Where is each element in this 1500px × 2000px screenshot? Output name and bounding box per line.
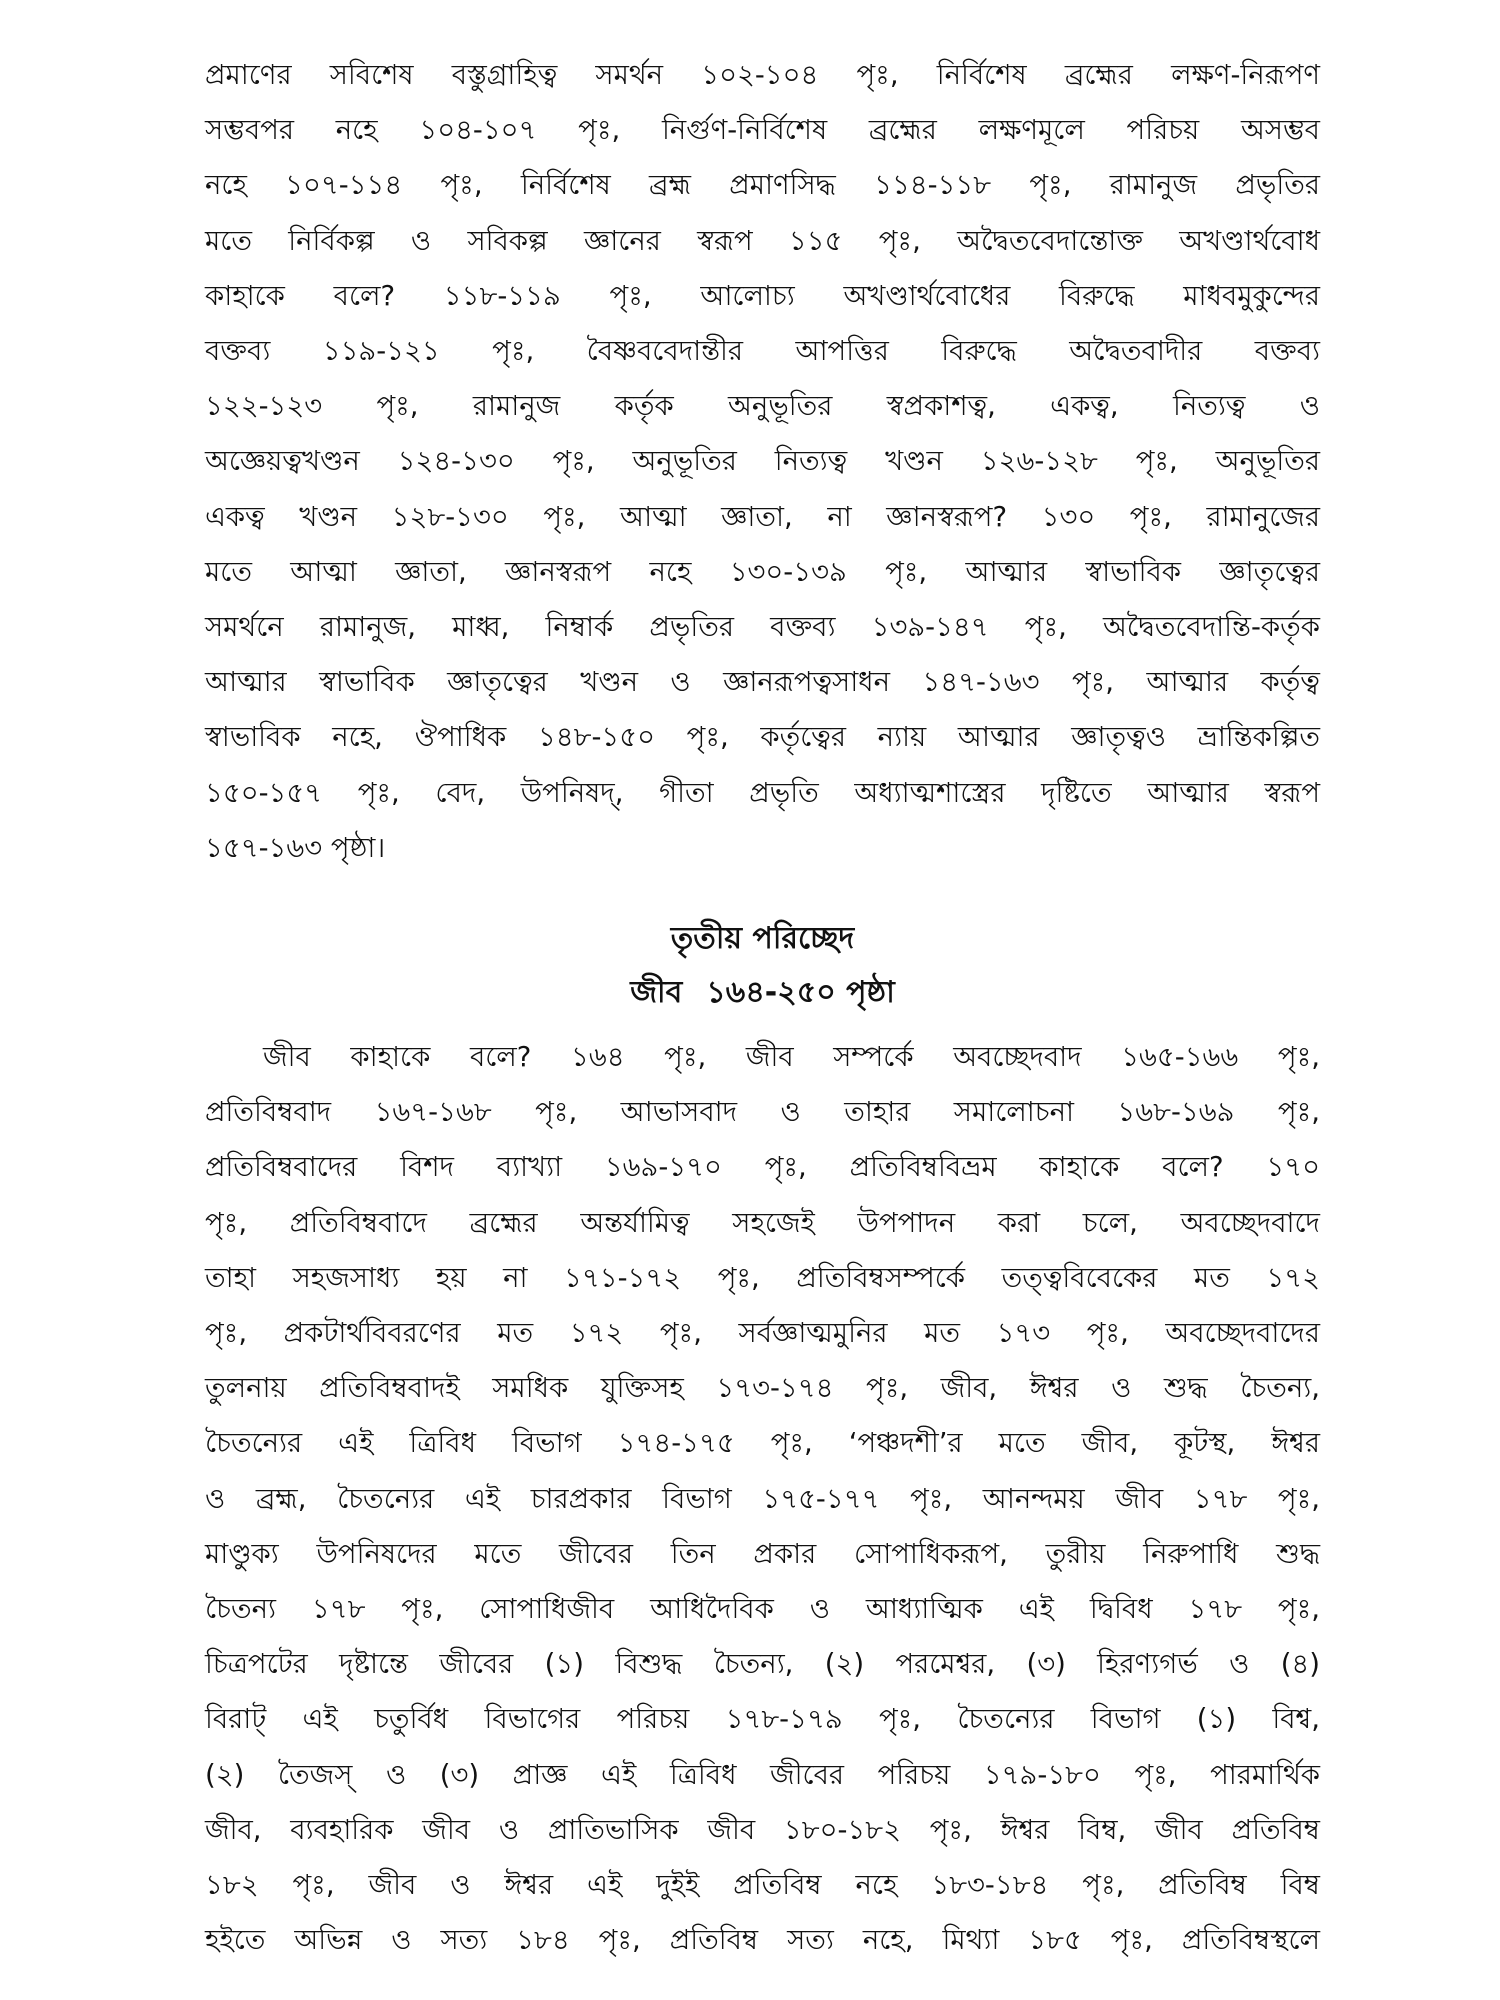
text-line: সমর্থনে রামানুজ, মাধ্ব, নিম্বার্ক প্রভৃতির বক্তব্য ১৩৯-১৪৭ পৃঃ, অদ্বৈতবেদান্তি-কর্তৃক xyxy=(205,611,1320,644)
text-line: তাহা সহজসাধ্য হয় না ১৭১-১৭২ পৃঃ, প্রতিবিম্বসম্পর্কে তত্ত্ববিবেকের মত ১৭২ xyxy=(205,1261,1320,1294)
section-continuation-paragraph xyxy=(205,48,1320,876)
text-line: ও ব্রহ্ম, চৈতন্যের এই চারপ্রকার বিভাগ ১৭৫-১৭৭ পৃঃ, আনন্দময় জীব ১৭৮ পৃঃ, xyxy=(205,1482,1320,1515)
text-line: প্রতিবিম্ববাদের বিশদ ব্যাখ্যা ১৬৯-১৭০ পৃঃ, প্রতিবিম্ববিভ্রম কাহাকে বলে? ১৭০ xyxy=(205,1151,1320,1184)
text-line: অজ্ঞেয়ত্বখণ্ডন ১২৪-১৩০ পৃঃ, অনুভূতির নিত্যত্ব খণ্ডন ১২৬-১২৮ পৃঃ, অনুভূতির xyxy=(205,445,1320,478)
text-line: সম্ভবপর নহে ১০৪-১০৭ পৃঃ, নির্গুণ-নির্বিশেষ ব্রহ্মের লক্ষণমূলে পরিচয় অসম্ভব xyxy=(205,114,1320,147)
text-line: তুলনায় প্রতিবিম্ববাদই সমধিক যুক্তিসহ ১৭৩-১৭৪ পৃঃ, জীব, ঈশ্বর ও শুদ্ধ চৈতন্য, xyxy=(205,1372,1320,1405)
text-line: জীব কাহাকে বলে? ১৬৪ পৃঃ, জীব সম্পর্কে অবচ্ছেদবাদ ১৬৫-১৬৬ পৃঃ, xyxy=(263,1041,1320,1074)
text-line: ১৫৭-১৬৩ পৃষ্ঠা। xyxy=(205,831,386,864)
text-line: (২) তৈজস্ ও (৩) প্রাজ্ঞ এই ত্রিবিধ জীবের পরিচয় ১৭৯-১৮০ পৃঃ, পারমার্থিক xyxy=(205,1758,1320,1791)
text-line: মতে আত্মা জ্ঞাতা, জ্ঞানস্বরূপ নহে ১৩০-১৩৯ পৃঃ, আত্মার স্বাভাবিক জ্ঞাতৃত্বের xyxy=(205,555,1320,588)
text-line: চৈতন্যের এই ত্রিবিধ বিভাগ ১৭৪-১৭৫ পৃঃ, ‘পঞ্চদশী’র মতে জীব, কূটস্থ, ঈশ্বর xyxy=(205,1427,1320,1460)
text-line: চিত্রপটের দৃষ্টান্তে জীবের (১) বিশুদ্ধ চৈতন্য, (২) পরমেশ্বর, (৩) হিরণ্যগর্ভ ও (৪) xyxy=(205,1648,1320,1681)
chapter-subject: জীব xyxy=(630,975,683,1011)
text-line: ১২২-১২৩ পৃঃ, রামানুজ কর্তৃক অনুভূতির স্বপ্রকাশত্ব, একত্ব, নিত্যত্ব ও xyxy=(205,390,1320,423)
text-line: পৃঃ, প্রকটার্থবিবরণের মত ১৭২ পৃঃ, সর্বজ্ঞাত্মমুনির মত ১৭৩ পৃঃ, অবচ্ছেদবাদের xyxy=(205,1317,1320,1350)
chapter-page-range: ১৬৪-২৫০ পৃষ্ঠা xyxy=(706,975,895,1011)
text-line: বক্তব্য ১১৯-১২১ পৃঃ, বৈষ্ণববেদান্তীর আপত্তির বিরুদ্ধে অদ্বৈতবাদীর বক্তব্য xyxy=(205,335,1320,368)
text-line: হইতে অভিন্ন ও সত্য ১৮৪ পৃঃ, প্রতিবিম্ব সত্য নহে, মিথ্যা ১৮৫ পৃঃ, প্রতিবিম্বস্থলে xyxy=(205,1924,1320,1957)
text-line: ১৮২ পৃঃ, জীব ও ঈশ্বর এই দুইই প্রতিবিম্ব নহে ১৮৩-১৮৪ পৃঃ, প্রতিবিম্ব বিম্ব xyxy=(205,1869,1320,1902)
text-line: একত্ব খণ্ডন ১২৮-১৩০ পৃঃ, আত্মা জ্ঞাতা, না জ্ঞানস্বরূপ? ১৩০ পৃঃ, রামানুজের xyxy=(205,500,1320,533)
text-line: নহে ১০৭-১১৪ পৃঃ, নির্বিশেষ ব্রহ্ম প্রমাণসিদ্ধ ১১৪-১১৮ পৃঃ, রামানুজ প্রভৃতির xyxy=(205,169,1320,202)
text-line: পৃঃ, প্রতিবিম্ববাদে ব্রহ্মের অন্তর্যামিত্ব সহজেই উপপাদন করা চলে, অবচ্ছেদবাদে xyxy=(205,1206,1320,1239)
chapter-body-paragraph xyxy=(205,1030,1320,1968)
text-line: আত্মার স্বাভাবিক জ্ঞাতৃত্বের খণ্ডন ও জ্ঞানরূপত্বসাধন ১৪৭-১৬৩ পৃঃ, আত্মার কর্তৃত্ব xyxy=(205,666,1320,699)
text-line: স্বাভাবিক নহে, ঔপাধিক ১৪৮-১৫০ পৃঃ, কর্তৃত্বের ন্যায় আত্মার জ্ঞাতৃত্বও ভ্রান্তিকল্পিত xyxy=(205,721,1320,754)
text-line: ১৫০-১৫৭ পৃঃ, বেদ, উপনিষদ্, গীতা প্রভৃতি অধ্যাত্মশাস্ত্রের দৃষ্টিতে আত্মার স্বরূপ xyxy=(205,776,1320,809)
text-line: কাহাকে বলে? ১১৮-১১৯ পৃঃ, আলোচ্য অখণ্ডার্থবোধের বিরুদ্ধে মাধবমুকুন্দের xyxy=(205,279,1320,312)
document-page xyxy=(205,48,1320,1969)
text-line: জীব, ব্যবহারিক জীব ও প্রাতিভাসিক জীব ১৮০-১৮২ পৃঃ, ঈশ্বর বিম্ব, জীব প্রতিবিম্ব xyxy=(205,1813,1320,1846)
chapter-heading: তৃতীয় পরিচ্ছেদ xyxy=(670,921,855,957)
text-line: প্রতিবিম্ববাদ ১৬৭-১৬৮ পৃঃ, আভাসবাদ ও তাহার সমালোচনা ১৬৮-১৬৯ পৃঃ, xyxy=(205,1096,1320,1129)
text-line: প্রমাণের সবিশেষ বস্তুগ্রাহিত্ব সমর্থন ১০২-১০৪ পৃঃ, নির্বিশেষ ব্রহ্মের লক্ষণ-নিরূপণ xyxy=(205,59,1320,91)
text-line: মতে নির্বিকল্প ও সবিকল্প জ্ঞানের স্বরূপ ১১৫ পৃঃ, অদ্বৈতবেদান্তোক্ত অখণ্ডার্থবোধ xyxy=(205,224,1320,257)
chapter-subheading xyxy=(205,968,1320,1018)
text-line: চৈতন্য ১৭৮ পৃঃ, সোপাধিজীব আধিদৈবিক ও আধ্যাত্মিক এই দ্বিবিধ ১৭৮ পৃঃ, xyxy=(205,1593,1320,1626)
text-line: মাণ্ডুক্য উপনিষদের মতে জীবের তিন প্রকার সোপাধিকরূপ, তুরীয় নিরুপাধি শুদ্ধ xyxy=(205,1537,1320,1570)
text-line: বিরাট্ এই চতুর্বিধ বিভাগের পরিচয় ১৭৮-১৭৯ পৃঃ, চৈতন্যের বিভাগ (১) বিশ্ব, xyxy=(205,1703,1320,1736)
